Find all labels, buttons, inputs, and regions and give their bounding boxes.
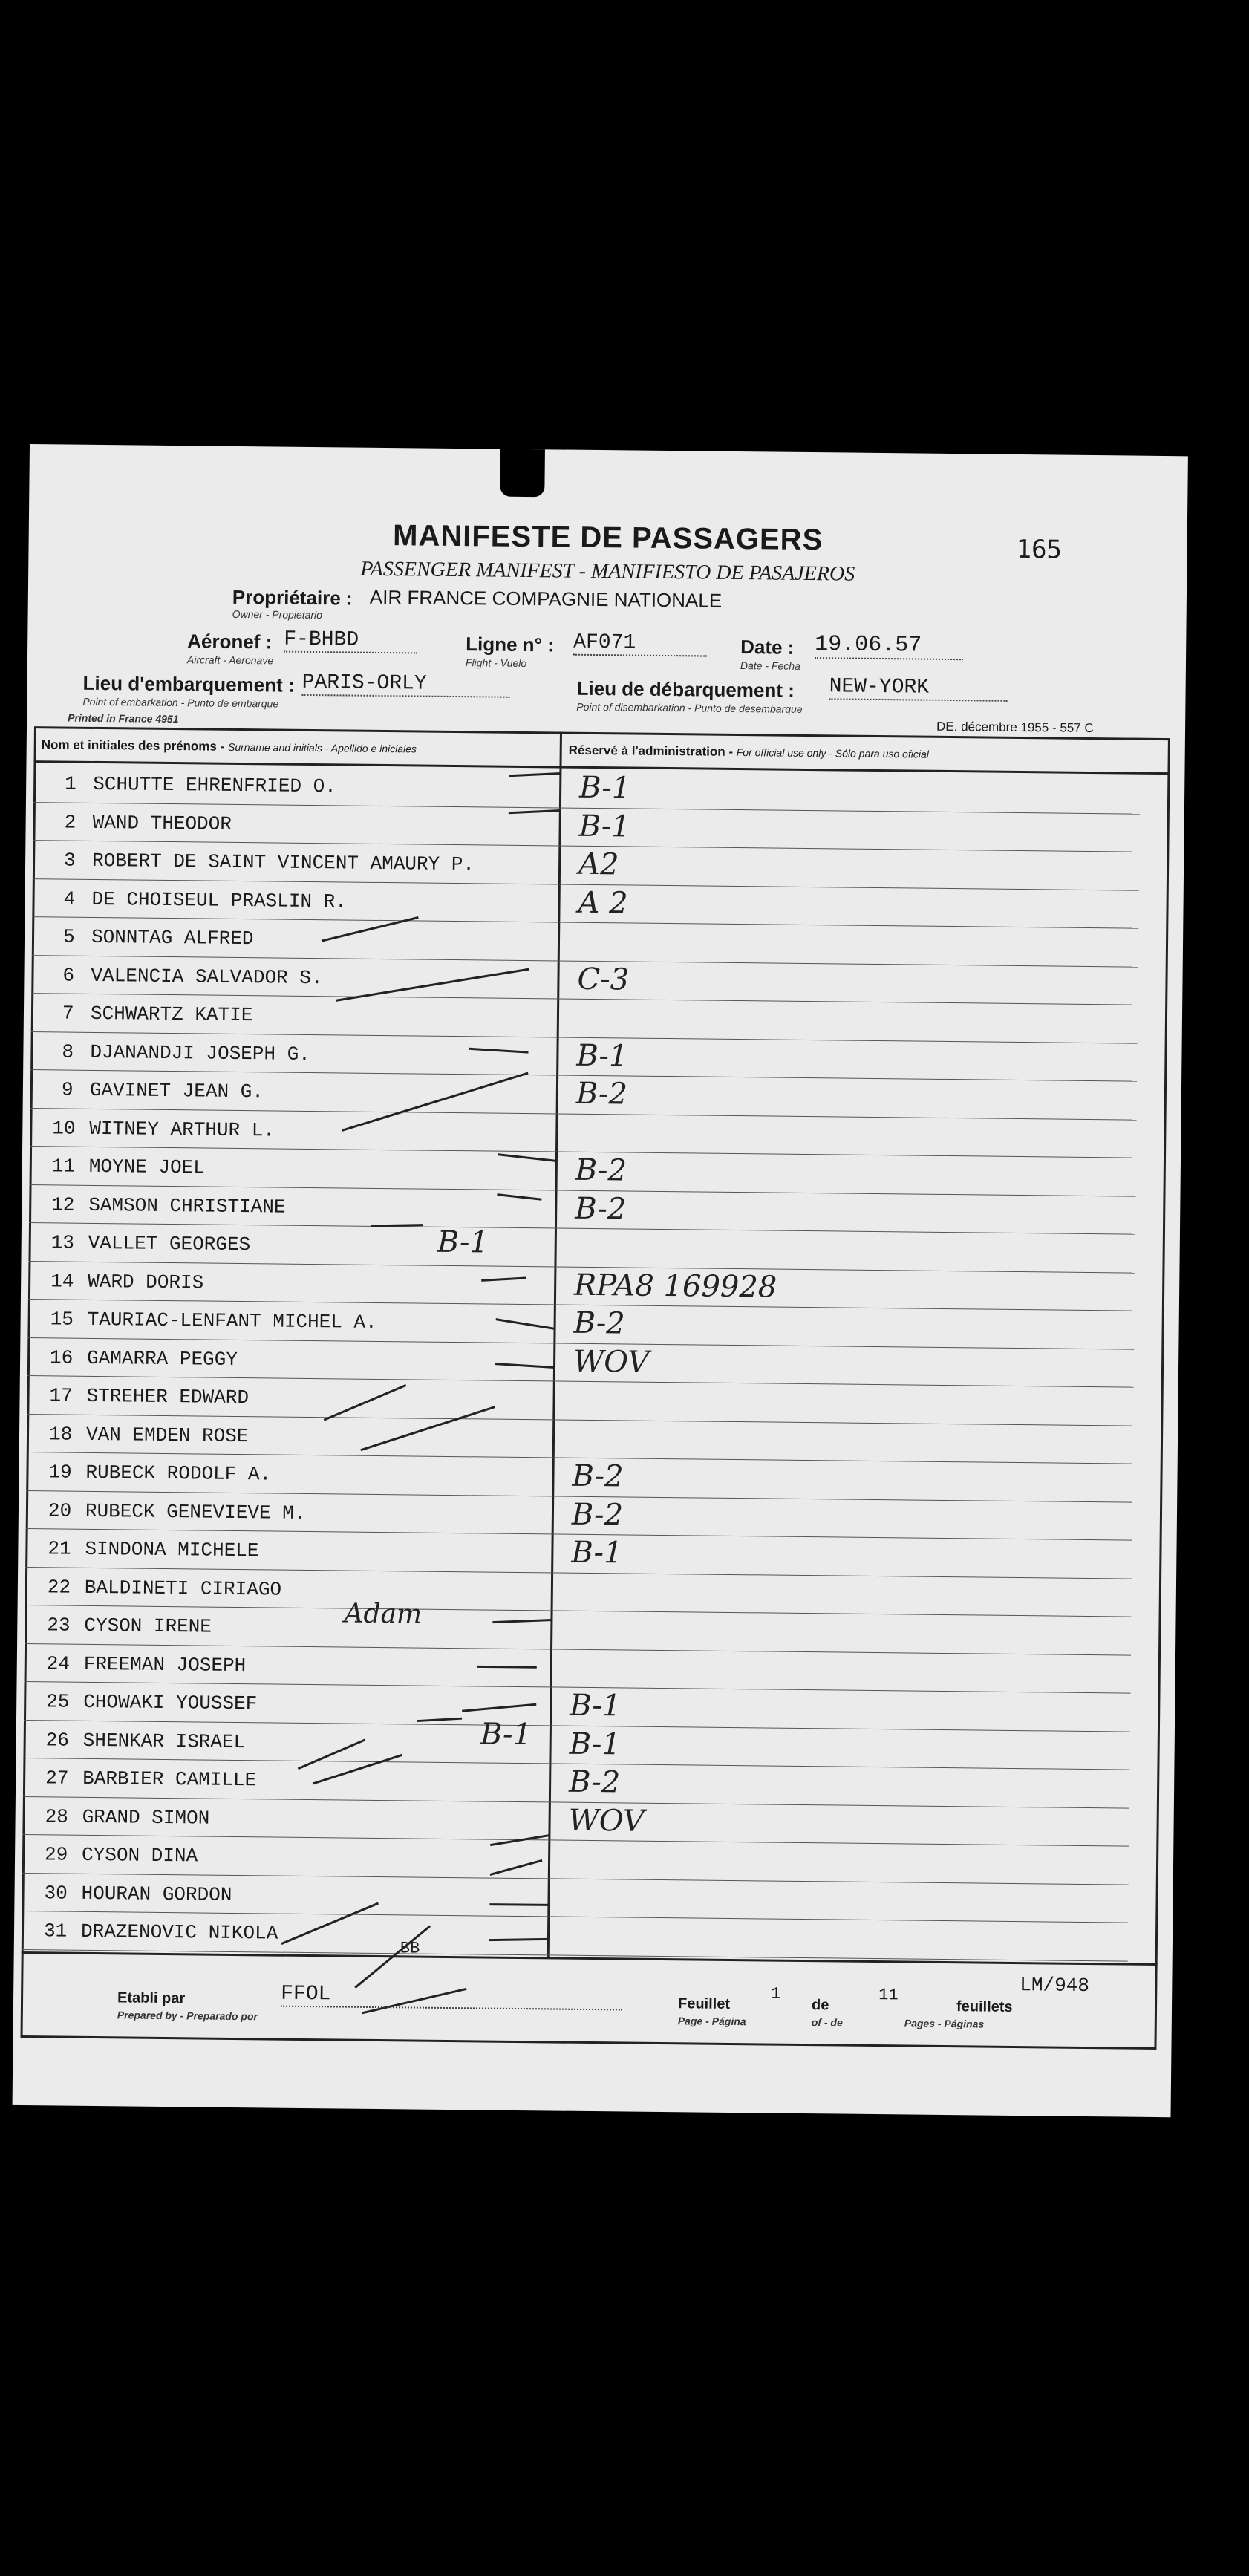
passenger-name: DE CHOISEUL PRASLIN R. — [91, 887, 347, 913]
passenger-name: FREEMAN JOSEPH — [83, 1652, 247, 1677]
admin-note: B-2 — [568, 1764, 621, 1800]
passenger-number: 20 — [48, 1499, 72, 1522]
document-title: MANIFESTE DE PASSAGERS — [392, 519, 824, 557]
passenger-name: CYSON DINA — [81, 1843, 198, 1868]
passenger-number: 13 — [50, 1231, 75, 1254]
baldineti-inline-note: B-1 — [480, 1717, 532, 1752]
aircraft-label: Aéronef : — [187, 630, 273, 653]
rubeck-handwritten-name: Adam — [344, 1598, 423, 1630]
admin-note: WOV — [568, 1803, 645, 1839]
passenger-name: SHENKAR ISRAEL — [82, 1729, 246, 1753]
archive-stamp: LM/948 — [1020, 1974, 1090, 1998]
passenger-number: 15 — [50, 1308, 74, 1331]
sheet-label: Feuillet — [677, 1995, 731, 2012]
printed-note: Printed in France 4951 — [68, 711, 179, 725]
passenger-name: VALLET GEORGES — [88, 1231, 251, 1256]
sheet-number: 1 — [771, 1984, 781, 2003]
passenger-name: BALDINETI CIRIAGO — [84, 1576, 282, 1601]
passenger-name: GAVINET JEAN G. — [89, 1078, 264, 1103]
admin-note: RPA8 169928 — [573, 1268, 777, 1305]
date-value: 19.06.57 — [815, 632, 963, 660]
aircraft-value: F-BHBD — [284, 628, 417, 654]
passenger-number: 12 — [51, 1193, 75, 1216]
admin-note: B-1 — [578, 809, 631, 844]
passenger-number: 3 — [63, 849, 76, 872]
date-label: Date : — [740, 636, 795, 659]
admin-note: B-1 — [578, 770, 631, 806]
admin-note: A 2 — [578, 885, 628, 920]
passenger-number: 28 — [45, 1804, 69, 1828]
passenger-name: HOURAN GORDON — [81, 1882, 232, 1906]
admin-note: C-3 — [577, 962, 630, 997]
passenger-number: 22 — [47, 1575, 71, 1599]
admin-note: B-2 — [575, 1152, 627, 1188]
passenger-name: SCHWARTZ KATIE — [90, 1002, 253, 1027]
passenger-number: 24 — [46, 1651, 71, 1675]
admin-column-header: Réservé à l'administration - For official use only - Sólo para uso oficial — [568, 743, 929, 760]
admin-note: B-1 — [571, 1535, 623, 1571]
owner-value: AIR FRANCE COMPAGNIE NATIONALE — [369, 585, 723, 612]
admin-note: B-1 — [576, 1038, 628, 1073]
sheets-label: feuillets — [956, 1998, 1013, 2015]
cyson-dina-mark: BB — [400, 1939, 420, 1958]
admin-note: WOV — [573, 1344, 650, 1380]
page-stamp: 165 — [1016, 534, 1063, 565]
sheets-sub: Pages - Páginas — [904, 2017, 985, 2030]
handwritten-tick-marks — [13, 444, 1188, 2117]
admin-note: B-2 — [573, 1305, 625, 1341]
prepared-sub: Prepared by - Preparado por — [117, 2009, 258, 2023]
embark-label: Lieu d'embarquement : — [82, 671, 295, 697]
prepared-label: Etabli par — [117, 1989, 186, 2007]
passenger-number: 5 — [62, 925, 75, 948]
admin-note: A2 — [578, 847, 619, 882]
of-label: de — [811, 1997, 829, 2014]
owner-label: Propriétaire : — [232, 585, 353, 610]
line-value: AF071 — [573, 631, 707, 657]
passenger-number: 16 — [49, 1346, 74, 1369]
passenger-name: SCHUTTE EHRENFRIED O. — [93, 772, 337, 798]
passenger-name: SONNTAG ALFRED — [91, 925, 254, 950]
names-column-header: Nom et initiales des prénoms - Surname and initials - Apellido e iniciales — [41, 737, 417, 755]
passenger-name: DRAZENOVIC NIKOLA — [80, 1920, 278, 1945]
passenger-number: 19 — [48, 1461, 72, 1484]
prepared-value: FFOL — [281, 1983, 622, 2011]
passenger-number: 11 — [51, 1155, 76, 1178]
passenger-number: 2 — [64, 811, 76, 834]
disembark-sub: Point of disembarkation - Punto de desembarque — [576, 700, 803, 715]
passenger-number: 17 — [49, 1384, 73, 1407]
passenger-name: WARD DORIS — [88, 1270, 204, 1294]
passenger-name: CHOWAKI YOUSSEF — [83, 1690, 258, 1715]
aircraft-sub: Aircraft - Aeronave — [186, 653, 274, 667]
passenger-name: RUBECK GENEVIEVE M. — [85, 1499, 306, 1525]
passenger-name: TAURIAC-LENFANT MICHEL A. — [87, 1308, 377, 1334]
admin-note: B-1 — [570, 1688, 622, 1724]
passenger-number: 8 — [62, 1040, 74, 1063]
passenger-number: 18 — [48, 1422, 73, 1446]
passenger-name: SAMSON CHRISTIANE — [88, 1193, 286, 1219]
passenger-name: MOYNE JOEL — [88, 1155, 205, 1179]
passenger-number: 27 — [45, 1767, 69, 1790]
passenger-number: 7 — [62, 1002, 74, 1025]
admin-note: B-2 — [575, 1076, 628, 1112]
manifest-sheet — [13, 444, 1188, 2117]
passenger-number: 21 — [48, 1537, 71, 1560]
passenger-name: GAMARRA PEGGY — [86, 1346, 238, 1371]
line-label: Ligne n° : — [466, 633, 555, 656]
document-subtitle: PASSENGER MANIFEST - MANIFIESTO DE PASAJEROS — [360, 557, 855, 586]
passenger-name: STREHER EDWARD — [86, 1384, 250, 1409]
date-sub: Date - Fecha — [740, 659, 800, 672]
disembark-value: NEW-YORK — [829, 675, 1007, 702]
passenger-name: DJANANDJI JOSEPH G. — [90, 1040, 311, 1066]
passenger-name: BARBIER CAMILLE — [82, 1767, 257, 1792]
passenger-number: 26 — [45, 1728, 70, 1752]
passenger-name: WITNEY ARTHUR L. — [89, 1117, 275, 1142]
passenger-number: 1 — [65, 772, 76, 795]
admin-note: B-1 — [569, 1726, 622, 1761]
passenger-name: RUBECK RODOLF A. — [85, 1461, 272, 1486]
passenger-name: SINDONA MICHELE — [85, 1537, 259, 1562]
passenger-number: 31 — [43, 1920, 68, 1943]
passenger-name: ROBERT DE SAINT VINCENT AMAURY P. — [91, 849, 475, 876]
passenger-number: 10 — [52, 1116, 76, 1140]
form-reference: DE. décembre 1955 - 557 C — [936, 719, 1094, 736]
passenger-name: GRAND SIMON — [82, 1805, 210, 1830]
embark-value: PARIS-ORLY — [301, 671, 509, 698]
sheet-total: 11 — [878, 1986, 899, 2005]
passenger-number: 4 — [63, 887, 76, 910]
line-sub: Flight - Vuelo — [465, 656, 527, 670]
vallet-inline-note: B-1 — [437, 1225, 489, 1260]
embark-sub: Point of embarkation - Punto de embarque — [82, 695, 279, 710]
admin-note: B-2 — [571, 1497, 624, 1532]
passenger-number: 14 — [50, 1269, 74, 1293]
admin-note: B-2 — [575, 1191, 627, 1226]
passenger-number: 29 — [44, 1843, 68, 1866]
of-sub: of - de — [811, 2016, 843, 2029]
passenger-number: 30 — [44, 1881, 68, 1905]
passenger-name: CYSON IRENE — [84, 1614, 212, 1638]
passenger-number: 9 — [61, 1078, 74, 1101]
owner-sub: Owner - Propietario — [232, 607, 323, 622]
passenger-number: 25 — [46, 1690, 70, 1713]
passenger-name: VAN EMDEN ROSE — [85, 1423, 249, 1447]
passenger-name: WAND THEODOR — [92, 811, 232, 835]
disembark-label: Lieu de débarquement : — [576, 676, 795, 702]
passenger-number: 6 — [62, 964, 75, 987]
sheet-sub: Page - Página — [677, 2015, 746, 2028]
passenger-number: 23 — [47, 1614, 71, 1637]
passenger-name: VALENCIA SALVADOR S. — [91, 964, 323, 989]
admin-note: B-2 — [572, 1458, 624, 1494]
